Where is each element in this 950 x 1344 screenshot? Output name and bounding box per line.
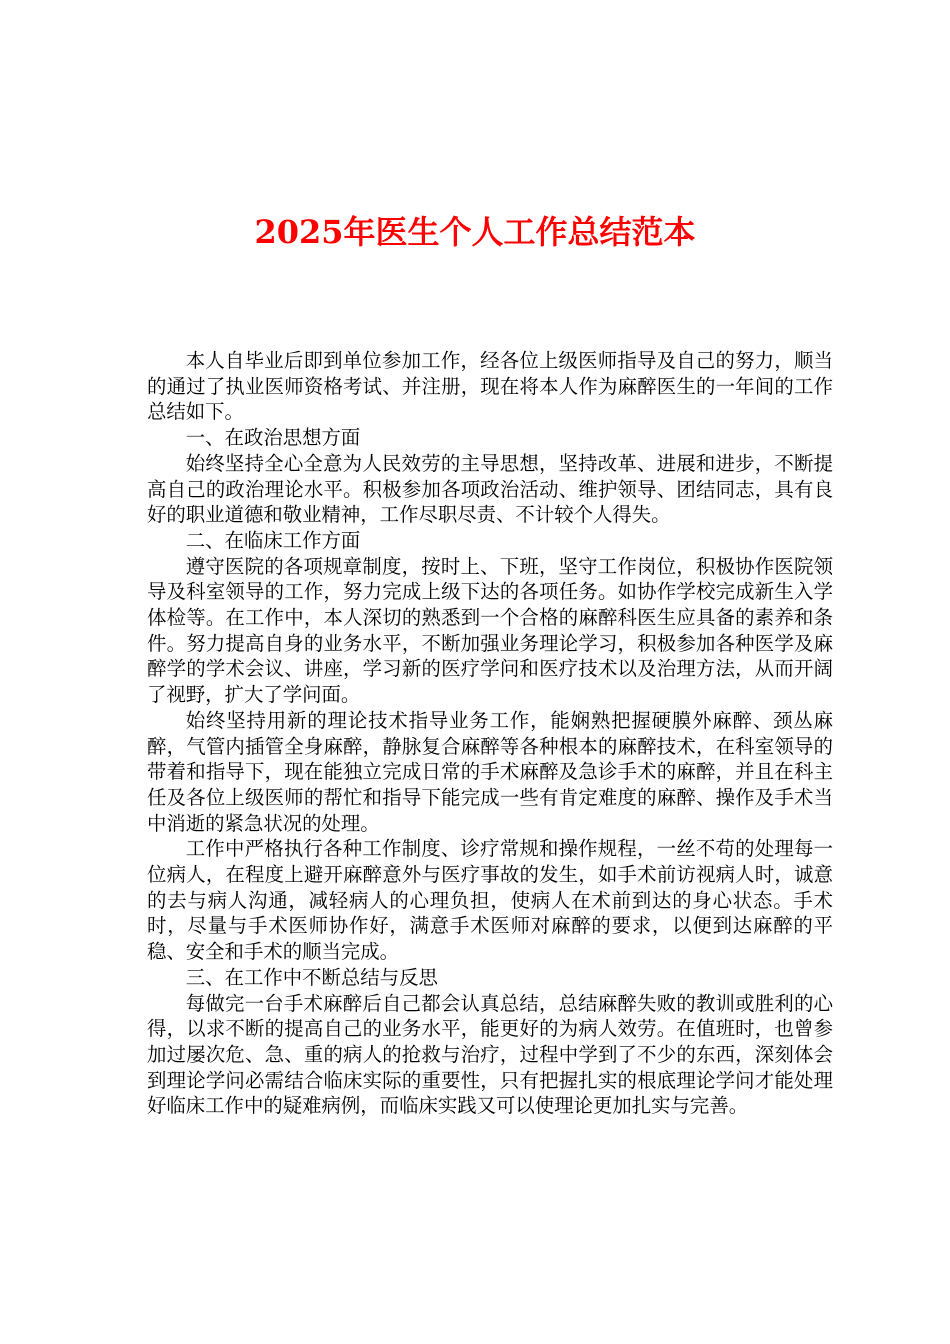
paragraph-political: 始终坚持全心全意为人民效劳的主导思想，坚持改革、进展和进步，不断提高自己的政治理论水平。积极参加各项政治活动、维护领导、团结同志，具有良好的职业道德和敬业精神，工作尽职尽责、不计较个人得失。 — [147, 451, 833, 527]
document-body — [147, 348, 833, 1119]
section-heading-clinical: 二、在临床工作方面 — [185, 528, 361, 552]
section-heading-political: 一、在政治思想方面 — [185, 426, 361, 450]
document-title: 2025年医生个人工作总结范本 — [254, 213, 696, 251]
paragraph-clinical-2: 始终坚持用新的理论技术指导业务工作，能娴熟把握硬膜外麻醉、颈丛麻醉，气管内插管全身麻醉，静脉复合麻醉等各种根本的麻醉技术，在科室领导的带着和指导下，现在能独立完成日常的手术麻醉及急诊手术的麻醉，并且在科主任及各位上级医师的帮忙和指导下能完成一些有肯定难度的麻醉、操作及手术当中消逝的紧急状况的处理。 — [147, 708, 833, 835]
section-heading-reflection: 三、在工作中不断总结与反思 — [185, 965, 438, 989]
paragraph-clinical-1: 遵守医院的各项规章制度，按时上、下班，坚守工作岗位，积极协作医院领导及科室领导的工作，努力完成上级下达的各项任务。如协作学校完成新生入学体检等。在工作中，本人深切的熟悉到一个合格的麻醉科医生应具备的素养和条件。努力提高自身的业务水平，不断加强业务理论学习，积极参加各种医学及麻醉学的学术会议、讲座，学习新的医疗学问和医疗技术以及治理方法，从而开阔了视野，扩大了学问面。 — [147, 554, 833, 707]
paragraph-intro: 本人自毕业后即到单位参加工作，经各位上级医师指导及自己的努力，顺当的通过了执业医师资格考试、并注册，现在将本人作为麻醉医生的一年间的工作总结如下。 — [147, 349, 833, 424]
paragraph-clinical-3: 工作中严格执行各种工作制度、诊疗常规和操作规程，一丝不苟的处理每一位病人，在程度上避开麻醉意外与医疗事故的发生，如手术前访视病人时，诚意的去与病人沟通，减轻病人的心理负担，使病人在术前到达的身心状态。手术时，尽量与手术医师协作好，满意手术医师对麻醉的要求，以便到达麻醉的平稳、安全和手术的顺当完成。 — [147, 837, 833, 964]
paragraph-reflection: 每做完一台手术麻醉后自己都会认真总结，总结麻醉失败的教训或胜利的心得，以求不断的提高自己的业务水平，能更好的为病人效劳。在值班时，也曾参加过屡次危、急、重的病人的抢救与治疗，过程中学到了不少的东西，深刻体会到理论学问必需结合临床实际的重要性，只有把握扎实的根底理论学问才能处理好临床工作中的疑难病例，而临床实践又可以使理论更加扎实与完善。 — [147, 991, 833, 1118]
